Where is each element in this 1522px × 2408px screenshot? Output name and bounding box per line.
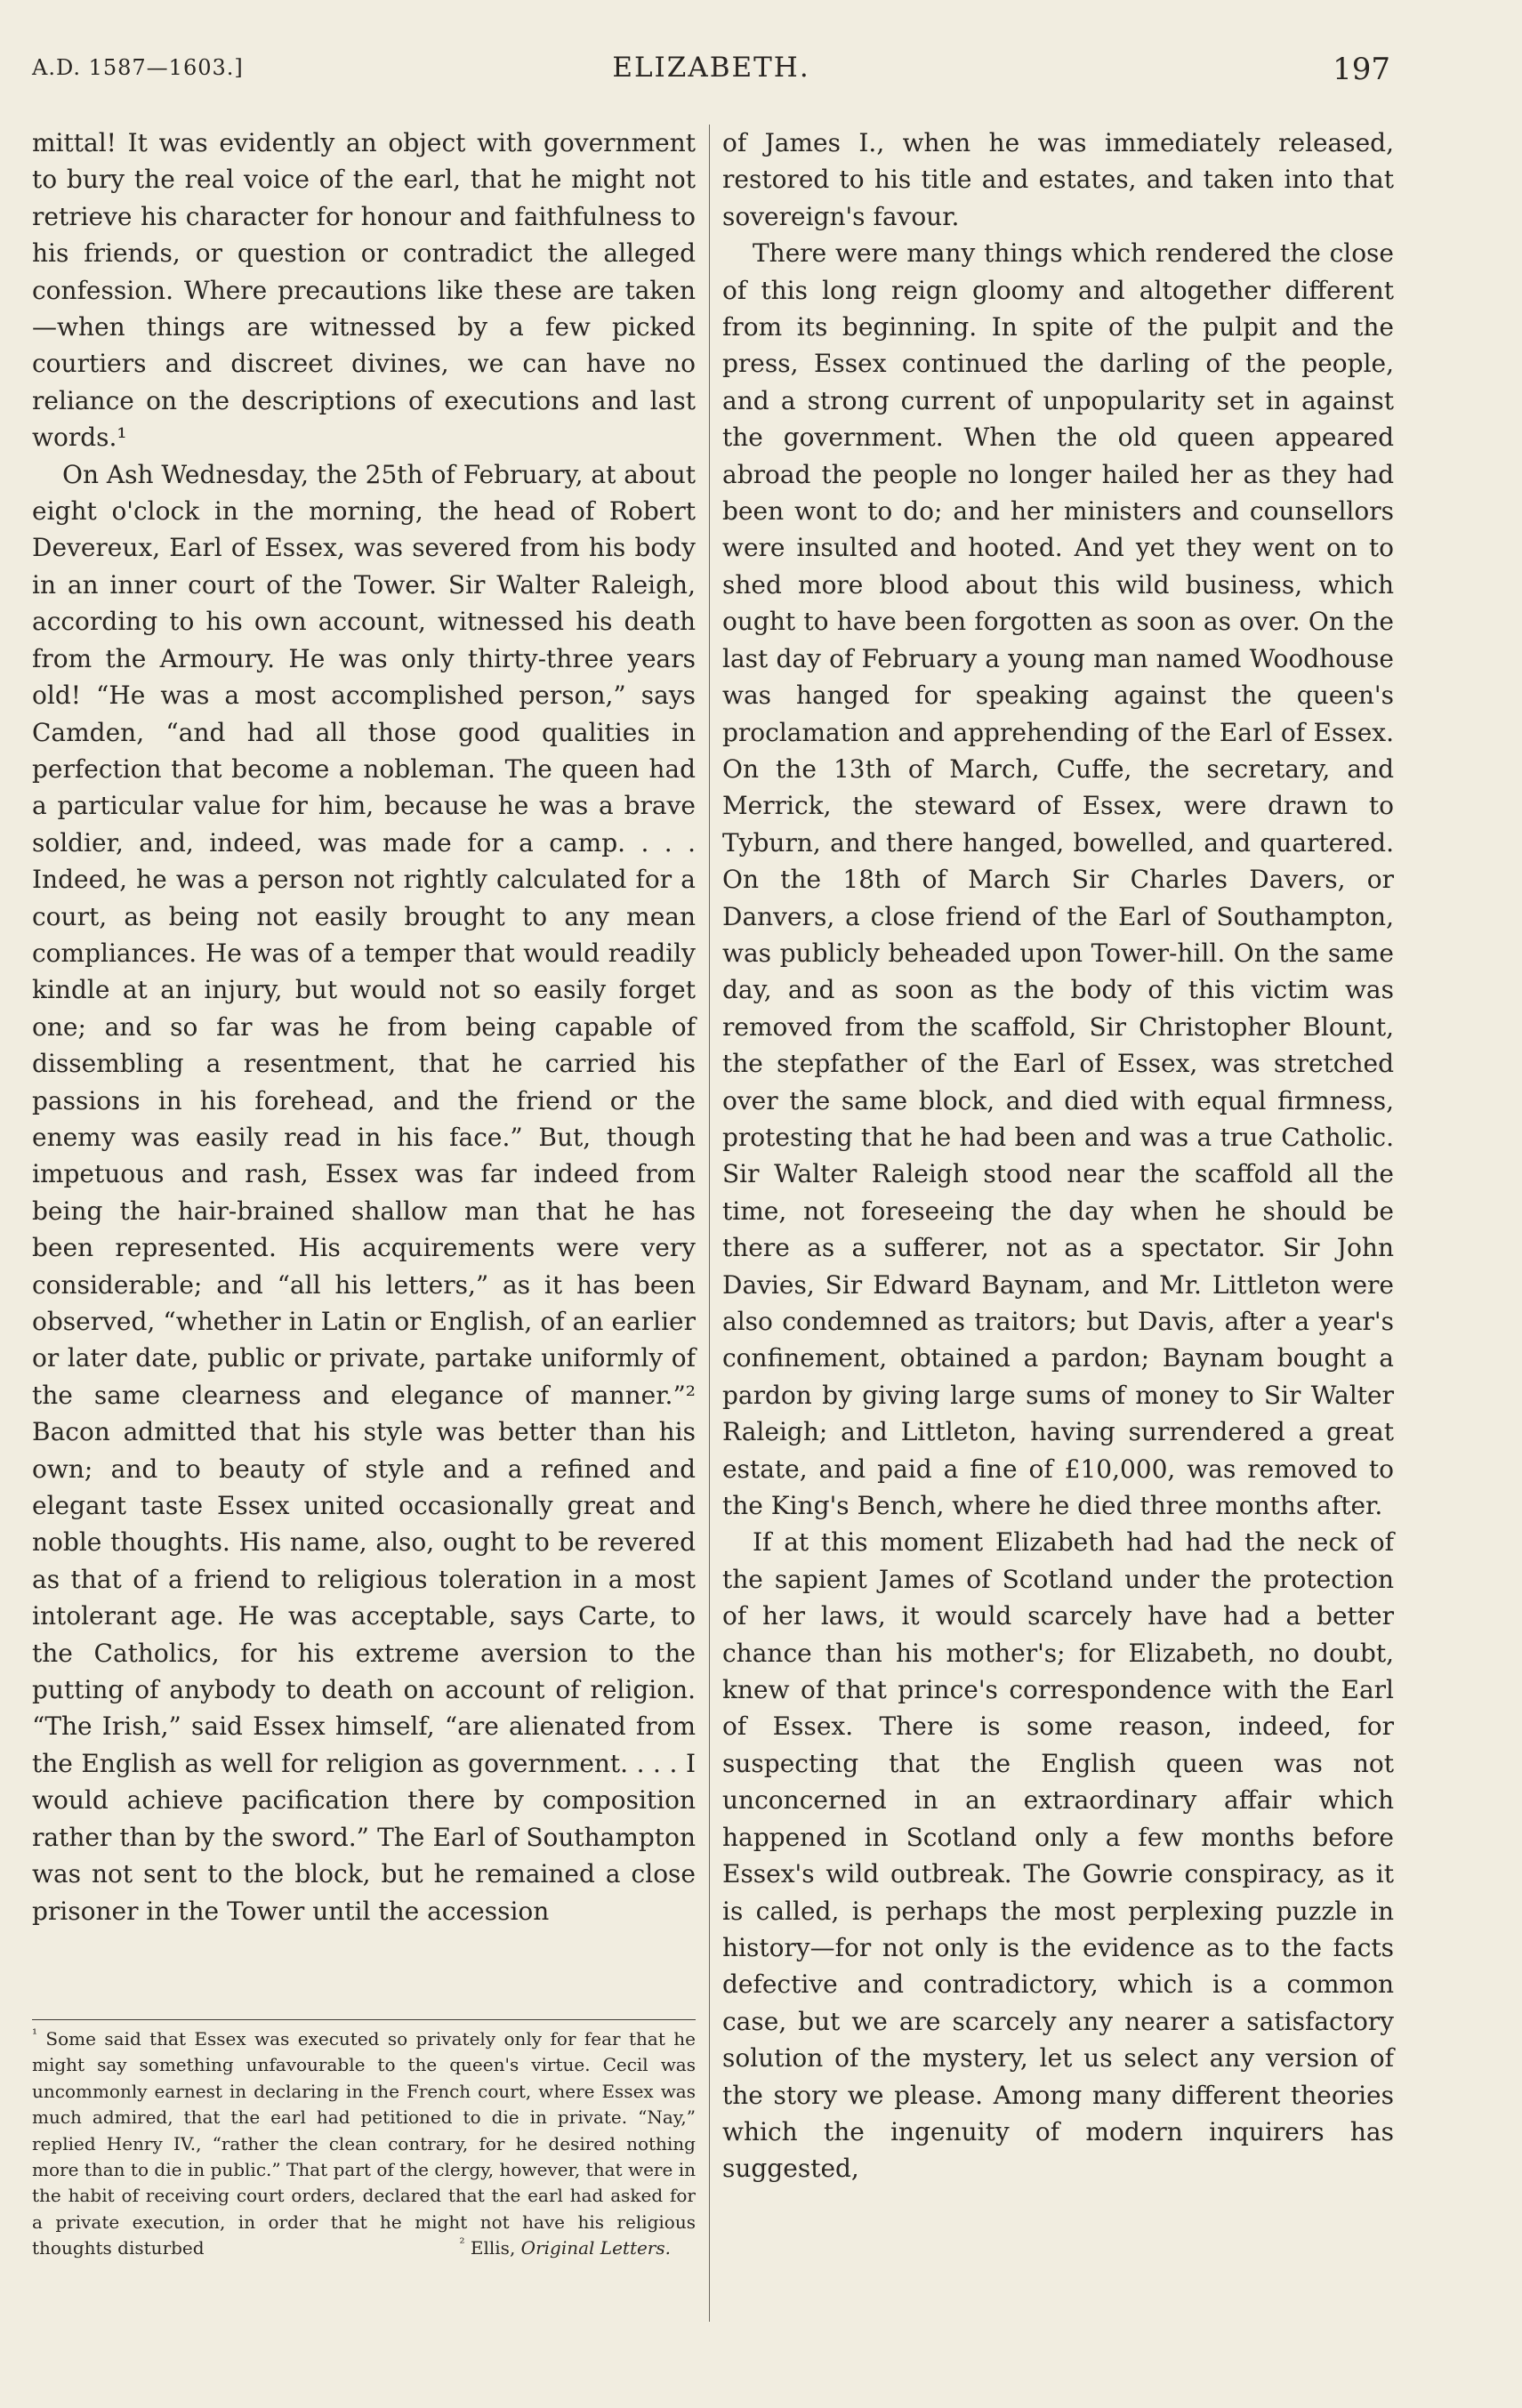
footnote-2-title: Original Letters. <box>520 2237 671 2259</box>
running-head <box>32 52 1390 87</box>
left-paragraph-1: mittal! It was evidently an object with government to bury the real voice of the earl, that he might not retrieve his character for honour and faithfulness to his friends, or question or contradict the alleged confession. Where precautions like these are taken—when things are witnessed by a few picked courtiers and discreet divines, we can have no reliance on the descriptions of executions and last words.¹ <box>32 128 696 453</box>
footnote-2-author: Ellis, <box>470 2237 516 2259</box>
footnotes <box>32 2026 696 2262</box>
right-paragraph-2: There were many things which rendered the close of this long reign gloomy and altogether different from its beginning. In spite of the pulpit and the press, Essex continued the darling of the people, and a strong current of unpopularity set in against the government. When the old queen appeared abroad the people no longer hailed her as they had been wont to do; and her ministers and counsellors were insulted and hooted. And yet they went on to shed more blood about this wild business, which ought to have been forgotten as soon as over. On the last day of February a young man named Woodhouse was hanged for speaking against the queen's proclamation and apprehending of the Earl of Essex. On the 13th of March, Cuffe, the secretary, and Merrick, the steward of Essex, were drawn to Tyburn, and there hanged, bowelled, and quartered. On the 18th of March Sir Charles Davers, or Danvers, a close friend of the Earl of Southampton, was publicly beheaded upon Tower-hill. On the same day, and as soon as the body of this victim was removed from the scaffold, Sir Christopher Blount, the stepfather of the Earl of Essex, was stretched over the same block, and died with equal firmness, protesting that he had been and was a true Catholic. Sir Walter Raleigh stood near the scaffold all the time, not foreseeing the day when he should be there as a sufferer, not as a spectator. Sir John Davies, Sir Edward Baynam, and Mr. Littleton were also condemned as traitors; but Davis, after a year's confinement, obtained a pardon; Baynam bought a pardon by giving large sums of money to Sir Walter Raleigh; and Littleton, having surrendered a great estate, and paid a fine of £10,000, was removed to the King's Bench, where he died three months after. <box>722 238 1394 1521</box>
page-number: 197 <box>1333 52 1390 87</box>
header-date-range: A.D. 1587—1603.] <box>32 55 244 80</box>
footnote-divider <box>32 2019 696 2020</box>
column-divider <box>709 125 710 2322</box>
right-paragraph-3: If at this moment Elizabeth had had the neck of the sapient James of Scotland under the protection of her laws, it would scarcely have had a better chance than his mother's; for Elizabeth, no doubt, knew of that prince's correspondence with the Earl of Essex. There is some reason, indeed, for suspecting that the English queen was not unconcerned in an extraordinary affair which happened in Scotland only a few months before Essex's wild outbreak. The Gowrie conspiracy, as it is called, is perhaps the most perplexing puzzle in history—for not only is the evidence as to the facts defective and contradictory, which is a common case, but we are scarcely any nearer a satisfactory solution of the mystery, let us select any version of the story we please. Among many different theories which the ingenuity of modern inquirers has suggested, <box>722 1527 1394 2184</box>
right-paragraph-1: of James I., when he was immediately released, restored to his title and estates, and taken into that sovereign's favour. <box>722 128 1394 231</box>
left-column <box>32 125 696 1929</box>
footnote-1-mark: ¹ <box>32 2025 38 2042</box>
footnote-2-mark: ² <box>459 2235 465 2251</box>
header-title: ELIZABETH. <box>612 52 810 84</box>
footnote-2 <box>460 2235 696 2261</box>
footnote-1-text: Some said that Essex was executed so privately only for fear that he might say something unfavourable to the queen's virtue. Cecil was uncommonly earnest in declaring in the French court, where Essex was much admired, that the earl had petitioned to die in private. “Nay,” replied Henry IV., “rather the clean contrary, for he desired nothing more than to die in public.” That part of the clergy, however, that were in the habit of receiving court orders, declared that the earl had asked for a private execution, in order that he might not have his religious thoughts disturbed <box>32 2028 697 2259</box>
right-column <box>722 125 1394 2187</box>
footnote-1 <box>32 2026 696 2262</box>
left-paragraph-2: On Ash Wednesday, the 25th of February, at about eight o'clock in the morning, the head of Robert Devereux, Earl of Essex, was severed from his body in an inner court of the Tower. Sir Walter Raleigh, according to his own account, witnessed his death from the Armoury. He was only thirty-three years old! “He was a most accomplished person,” says Camden, “and had all those good qualities in perfection that become a nobleman. The queen had a particular value for him, because he was a brave soldier, and, indeed, was made for a camp. . . . Indeed, he was a person not rightly calculated for a court, as being not easily brought to any mean compliances. He was of a temper that would readily kindle at an injury, but would not so easily forget one; and so far was he from being capable of dissembling a resentment, that he carried his passions in his forehead, and the friend or the enemy was easily read in his face.” But, though impetuous and rash, Essex was far indeed from being the hair-brained shallow man that he has been represented. His acquirements were very considerable; and “all his letters,” as it has been observed, “whether in Latin or English, of an earlier or later date, public or private, partake uniformly of the same clearness and elegance of manner.”² Bacon admitted that his style was better than his own; and to beauty of style and a refined and elegant taste Essex united occasionally great and noble thoughts. His name, also, ought to be revered as that of a friend to religious toleration in a most intolerant age. He was acceptable, says Carte, to the Catholics, for his extreme aversion to the putting of anybody to death on account of religion. “The Irish,” said Essex himself, “are alienated from the English as well for religion as government. . . . I would achieve pacification there by composition rather than by the sword.” The Earl of Southampton was not sent to the block, but he remained a close prisoner in the Tower until the accession <box>32 459 696 1926</box>
